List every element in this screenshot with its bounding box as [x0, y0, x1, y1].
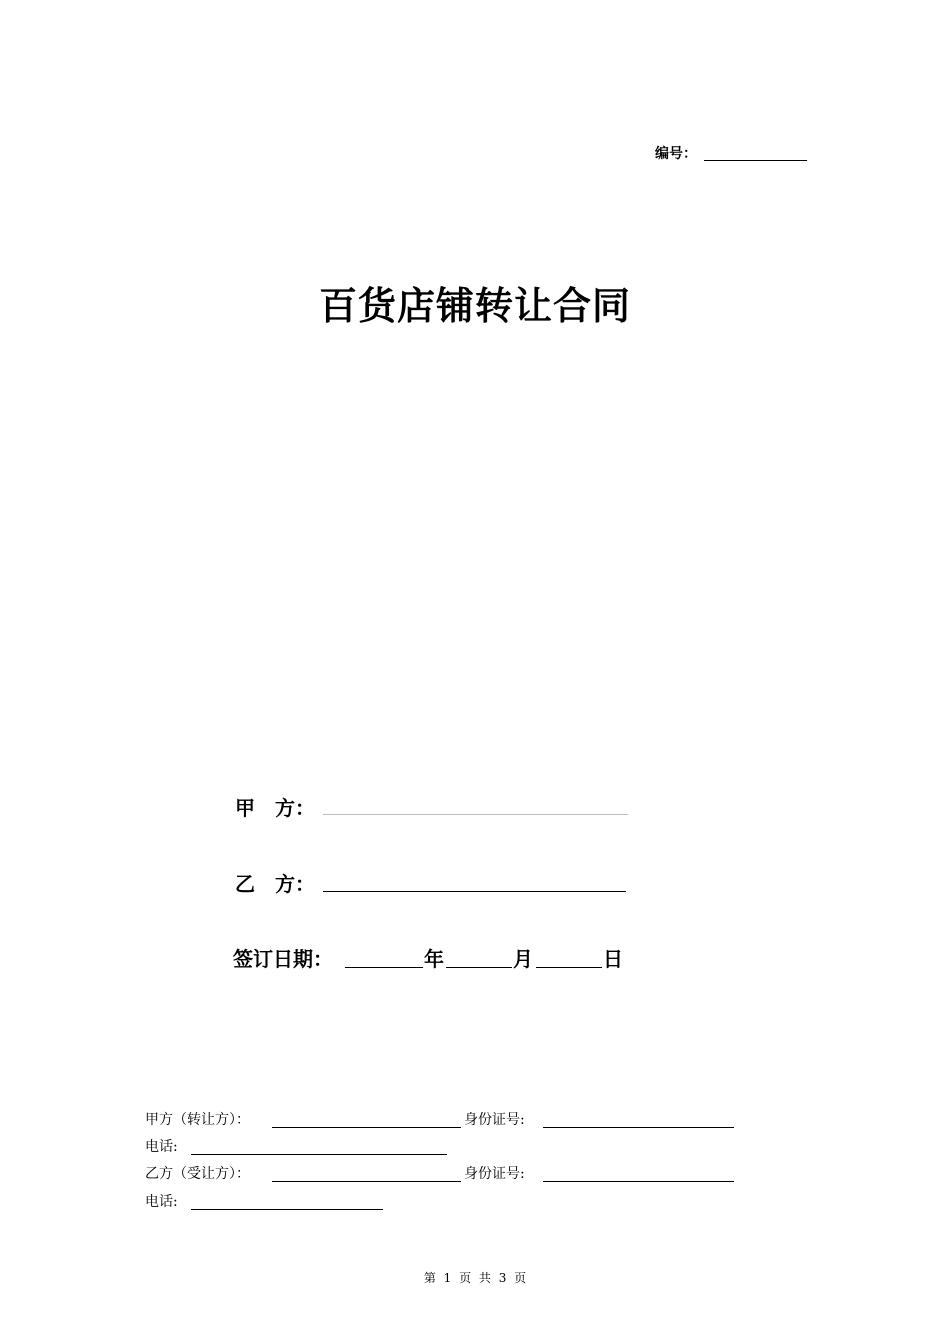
contact-id-label-b: 身份证号: [464, 1166, 525, 1182]
party-a-blank[interactable] [323, 814, 628, 815]
serial-number-blank[interactable] [704, 160, 807, 161]
year-label: 年 [424, 947, 444, 971]
contact-phone-label-b: 电话: [145, 1194, 178, 1210]
contact-phone-blank-a[interactable] [191, 1154, 447, 1155]
document-title: 百货店铺转让合同 [318, 283, 631, 328]
contact-phone-label-a: 电话: [145, 1139, 178, 1155]
contact-party-a-blank[interactable] [272, 1127, 461, 1128]
sign-date-label: 签订日期： [233, 947, 333, 971]
sign-month-blank[interactable] [446, 967, 512, 968]
month-label: 月 [513, 947, 533, 971]
day-label: 日 [603, 947, 623, 971]
contact-party-b-label: 乙方（受让方）： [145, 1166, 250, 1182]
party-b-blank[interactable] [323, 891, 626, 892]
contact-id-blank-a[interactable] [543, 1127, 734, 1128]
sign-year-blank[interactable] [345, 967, 423, 968]
serial-number-label: 编号： [655, 146, 697, 162]
page-number-footer: 第 1 页 共 3 页 [423, 1271, 527, 1285]
contact-party-a-label: 甲方（转让方）： [145, 1112, 250, 1128]
contact-phone-blank-b[interactable] [191, 1209, 383, 1210]
party-a-label: 甲 方： [235, 796, 315, 820]
party-b-label: 乙 方： [235, 872, 315, 896]
sign-day-blank[interactable] [536, 967, 602, 968]
contact-party-b-blank[interactable] [272, 1181, 461, 1182]
contact-id-label-a: 身份证号: [464, 1112, 525, 1128]
contact-id-blank-b[interactable] [543, 1181, 734, 1182]
